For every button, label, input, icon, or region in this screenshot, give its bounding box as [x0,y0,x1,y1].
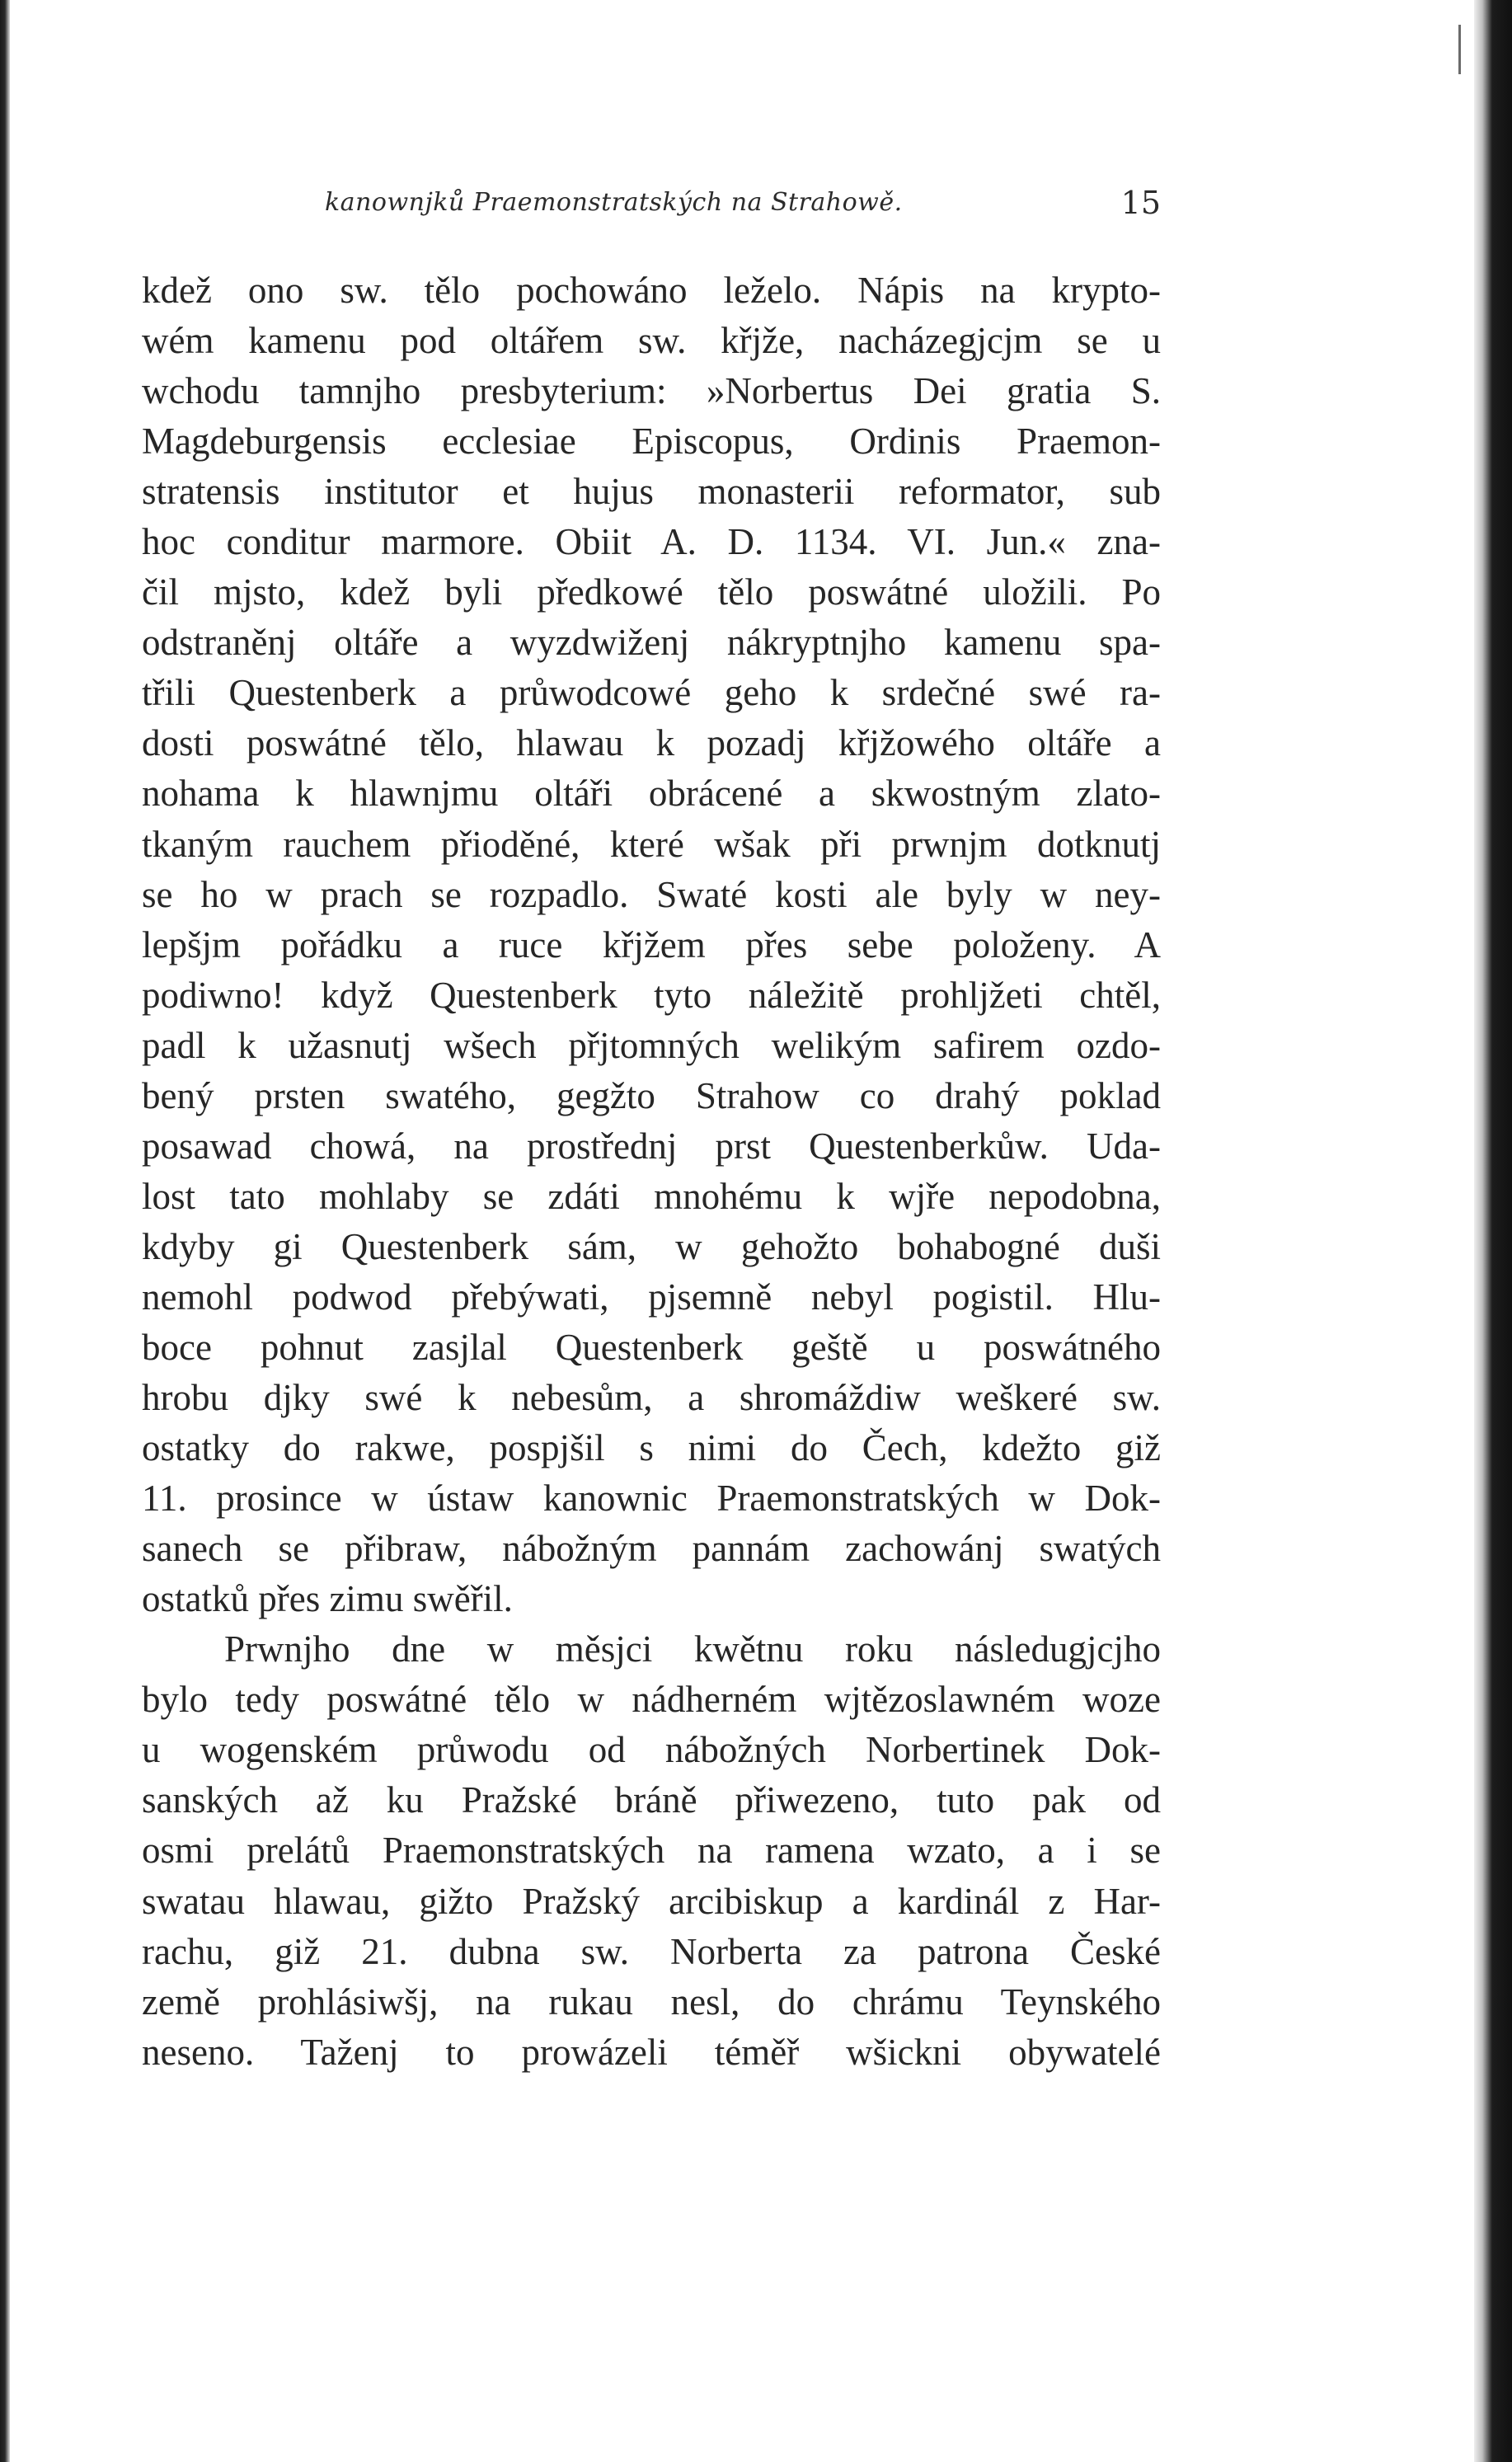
text-line: tkaným rauchem přioděné, které wšak při prwnjm dotknutj [142,823,1161,865]
text-line: wém kamenu pod oltářem sw. křjže, nacházegjcjm se u [142,320,1161,362]
text-line: swatau hlawau, gižto Pražský arcibiskup a kardinál z Har- [142,1880,1161,1922]
text-line: hoc conditur marmore. Obiit A. D. 1134. VI. Jun.« zna- [142,521,1161,563]
text-line: lost tato mohlaby se zdáti mnohému k wjře nepodobna, [142,1175,1161,1217]
body-text [142,265,1161,2078]
text-line: dosti poswátné tělo, hlawau k pozadj křjžowého oltáře a [142,722,1161,764]
text-line: třili Questenberk a průwodcowé geho k srdečné swé ra- [142,672,1161,714]
text-line: kdyby gi Questenberk sám, w gehožto bohabogné duši [142,1225,1161,1267]
text-line: u wogenském průwodu od nábožných Norbertinek Dok- [142,1729,1161,1771]
text-line: bylo tedy poswátné tělo w nádherném wjtězoslawném woze [142,1679,1161,1721]
text-line: stratensis institutor et hujus monasterii reformator, sub [142,471,1161,513]
text-line: Prwnjho dne w měsjci kwětnu roku následugjcjho [224,1628,1161,1670]
text-line: hrobu djky swé k nebesům, a shromáždiw weškeré sw. [142,1377,1161,1419]
text-line: sanech se přibraw, nábožným pannám zachowánj swatých [142,1528,1161,1570]
text-line: lepšjm pořádku a ruce křjžem přes sebe položeny. A [142,923,1161,966]
text-line: nohama k hlawnjmu oltáři obrácené a skwostným zlato- [142,773,1161,815]
text-line: padl k užasnutj wšech přjtomných welikým safirem ozdo- [142,1024,1161,1066]
text-line: kdež ono sw. tělo pochowáno leželo. Nápis na krypto- [142,270,1161,311]
text-line: sanských až ku Pražské bráně přiwezeno, tuto pak od [142,1779,1161,1821]
text-line: boce pohnut zasjlal Questenberk geště u poswátného [142,1326,1161,1368]
text-line: ostatky do rakwe, pospjšil s nimi do Čech, kdežto giž [142,1427,1161,1469]
text-line: wchodu tamnjho presbyterium: »Norbertus Dei gratia S. [142,370,1161,412]
scan-edge-left [0,0,10,2462]
text-line: Magdeburgensis ecclesiae Episcopus, Ordinis Praemon- [142,421,1161,463]
text-line: osmi prelátů Praemonstratských na ramena wzato, a i se [142,1830,1161,1872]
scan-edge-right [1474,0,1512,2462]
text-line: čil mjsto, kdež byli předkowé tělo poswátné uložili. Po [142,571,1161,613]
running-title: kanownjků Praemonstratských na Strahowě. [325,188,903,217]
text-line: neseno. Taženj to prowázeli téměř wšickni obywatelé [142,2031,1161,2073]
running-head [142,185,1161,229]
text-line: 11. prosince w ústaw kanownic Praemonstratských w Dok- [142,1478,1161,1520]
text-line: podiwno! když Questenberk tyto náležitě prohljžeti chtěl, [142,974,1161,1016]
page-number: 15 [1120,185,1161,221]
text-line: ostatků přes zimu swěřil. [142,1578,513,1620]
text-line: bený prsten swatého, gegžto Strahow co drahý poklad [142,1074,1161,1116]
text-line: země prohlásiwšj, na rukau nesl, do chrámu Teynského [142,1980,1161,2023]
text-line: nemohl podwod přebýwati, pjsemně nebyl pogistil. Hlu- [142,1276,1161,1318]
scan-mark [1458,25,1461,74]
text-line: posawad chowá, na prostřednj prst Questenberkůw. Uda- [142,1125,1161,1167]
text-line: se ho w prach se rozpadlo. Swaté kosti ale byly w ney- [142,873,1161,915]
text-line: odstraněnj oltáře a wyzdwiženj nákryptnjho kamenu spa- [142,622,1161,664]
text-line: rachu, giž 21. dubna sw. Norberta za patrona České [142,1930,1161,1972]
